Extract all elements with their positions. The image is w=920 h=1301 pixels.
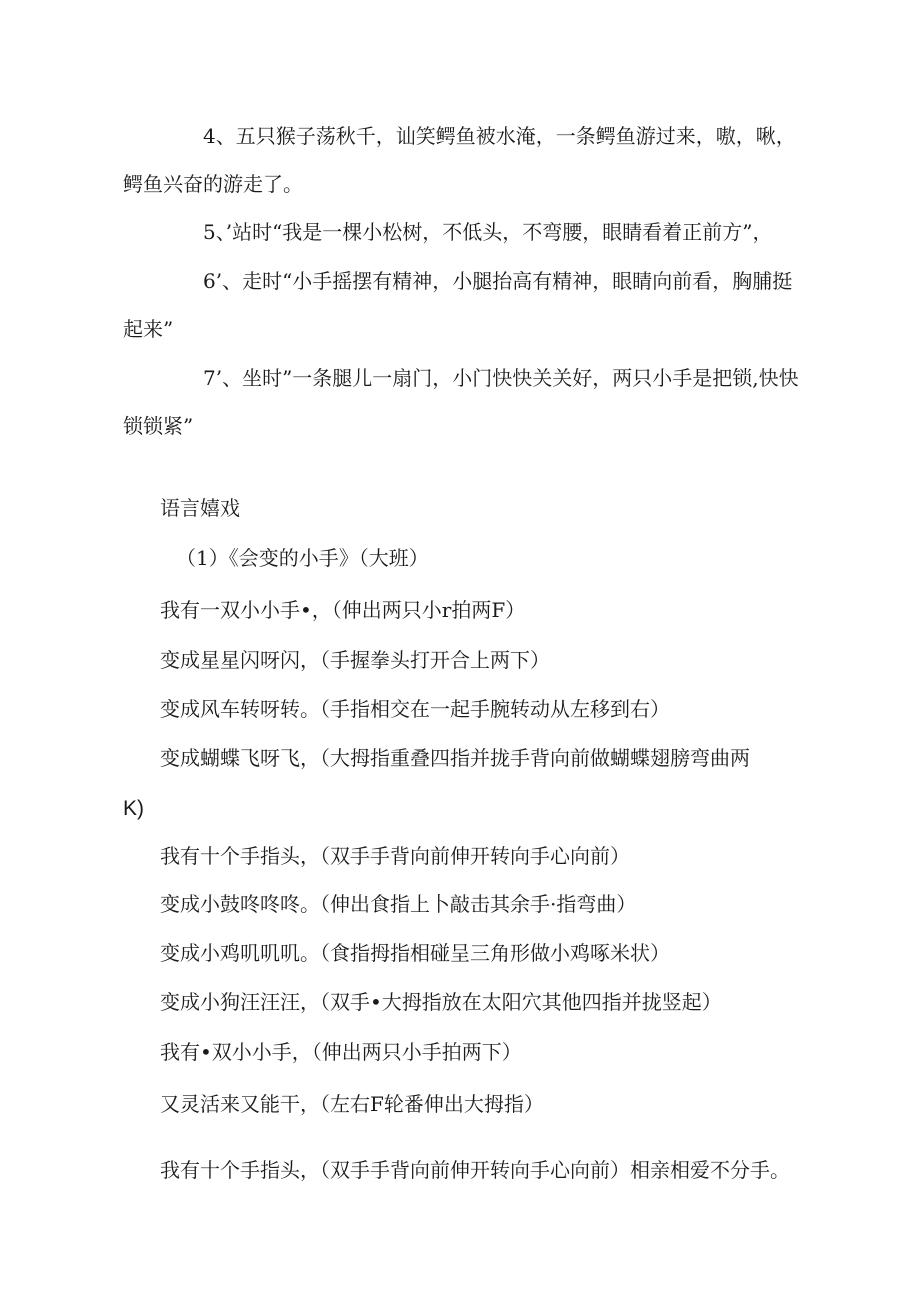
text-line: 变成小鼓咚咚咚。（伸出食指上卜敲击其余手·指弯曲） (160, 892, 637, 916)
text-line: 锁锁紧” (123, 414, 194, 438)
text-line: 变成星星闪呀闪，（手握拳头打开合上两下） (160, 648, 550, 672)
text-line: 5、’站时“我是一棵小松树，不低头，不弯腰，眼睛看着正前方”， (203, 220, 773, 244)
text-line: 起来” (123, 317, 174, 341)
text-line: 变成风车转呀转。（手指相交在一起手腕转动从左移到右） (160, 697, 670, 721)
text-line: 变成小鸡叽叽叽。（食指拇指相碰呈三角形做小鸡啄米状） (160, 941, 670, 965)
text-line: 4、五只猴子荡秋千，讪笑鳄鱼被水淹，一条鳄鱼游过来，嗷，啾， (203, 124, 796, 148)
text-line: 变成蝴蝶飞呀飞，（大拇指重叠四指并拢手背向前做蝴蝶翅膀弯曲两 (160, 746, 750, 770)
text-line: 我有•双小小手，（伸出两只小手拍两下） (160, 1040, 522, 1064)
text-line: 变成小狗汪汪汪，（双手•大拇指放在太阳穴其他四指并拢竖起） (160, 990, 722, 1014)
text-line: 又灵活来又能干，（左右F轮番伸出大拇指） (160, 1092, 544, 1116)
text-line: K) (123, 797, 144, 820)
text-line: 7’、坐时”一条腿儿一扇门，小门快快关关好，两只小手是把锁,快快 (203, 366, 799, 390)
subsection-title: （1）《会变的小手》（大班） (176, 546, 429, 570)
text-line: 鳄鱼兴奋的游走了。 (123, 172, 303, 196)
text-line: 我有十个手指头，（双手手背向前伸开转向手心向前） (160, 844, 630, 868)
text-line: 6’、走时“小手摇摆有精神，小腿抬高有精神，眼睛向前看，胸脯挺 (203, 269, 793, 293)
text-line: 我有十个手指头，（双手手背向前伸开转向手心向前）相亲相爱不分手。 (160, 1158, 790, 1182)
text-line: 我有一双小小手•，（伸出两只小r拍两F） (160, 598, 526, 622)
section-heading: 语言嬉戏 (160, 496, 240, 520)
